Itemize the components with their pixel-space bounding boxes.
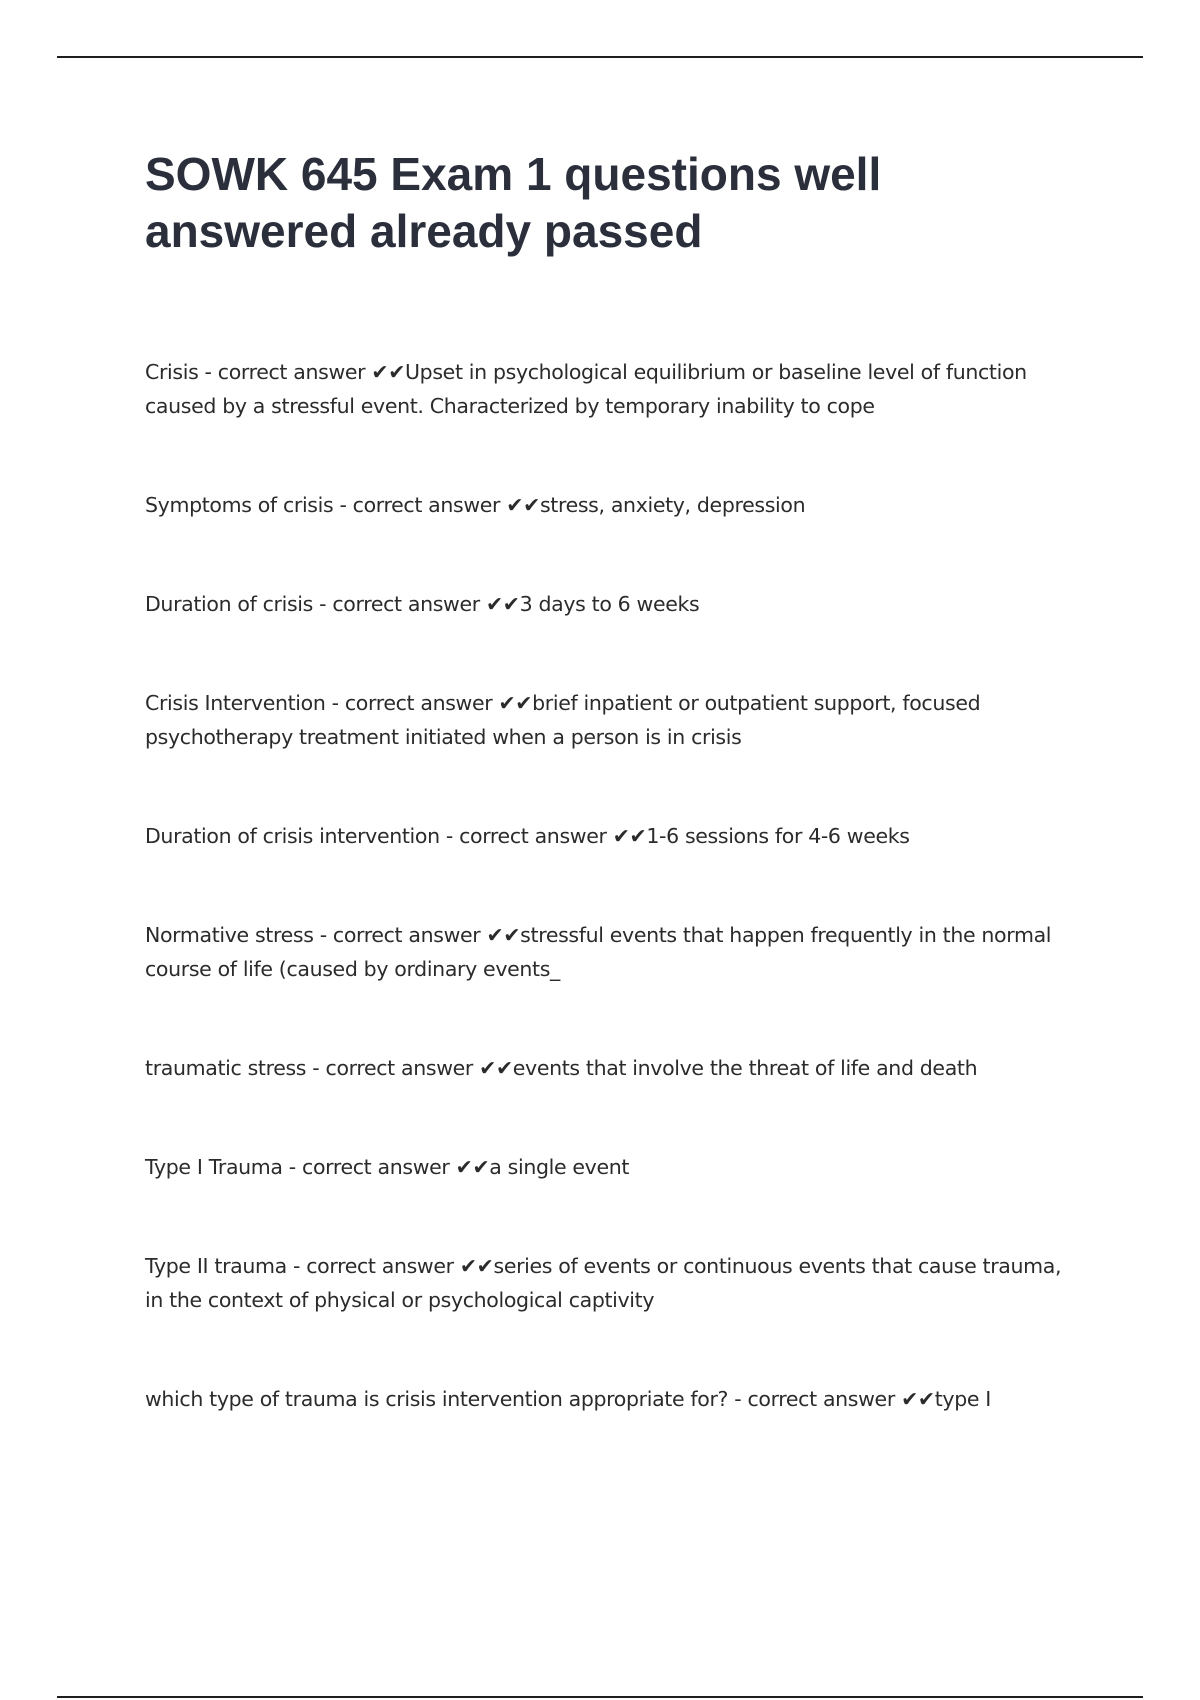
qa-item: Symptoms of crisis - correct answer ✔✔stress, anxiety, depression <box>145 493 806 517</box>
qa-item: Crisis Intervention - correct answer ✔✔brief inpatient or outpatient support, focused psychotherapy treatment initiated when a person is in crisis <box>145 691 981 749</box>
bottom-divider <box>57 1696 1143 1698</box>
qa-item: Duration of crisis intervention - correct answer ✔✔1-6 sessions for 4-6 weeks <box>145 824 910 848</box>
qa-item: Type II trauma - correct answer ✔✔series of events or continuous events that cause trauma, in the context of physical or psychological captivity <box>145 1254 1062 1312</box>
qa-item: Crisis - correct answer ✔✔Upset in psychological equilibrium or baseline level of function caused by a stressful event. Characterized by temporary inability to cope <box>145 360 1027 418</box>
qa-item: Type I Trauma - correct answer ✔✔a single event <box>145 1155 630 1179</box>
top-divider <box>57 56 1143 58</box>
document-title: SOWK 645 Exam 1 questions well answered already passed <box>145 148 882 257</box>
qa-item: Normative stress - correct answer ✔✔stressful events that happen frequently in the normal course of life (caused by ordinary events_ <box>145 923 1052 981</box>
qa-list <box>145 355 1085 1481</box>
qa-item: traumatic stress - correct answer ✔✔events that involve the threat of life and death <box>145 1056 978 1080</box>
qa-item: Duration of crisis - correct answer ✔✔3 days to 6 weeks <box>145 592 700 616</box>
qa-item: which type of trauma is crisis intervention appropriate for? - correct answer ✔✔type I <box>145 1387 991 1411</box>
